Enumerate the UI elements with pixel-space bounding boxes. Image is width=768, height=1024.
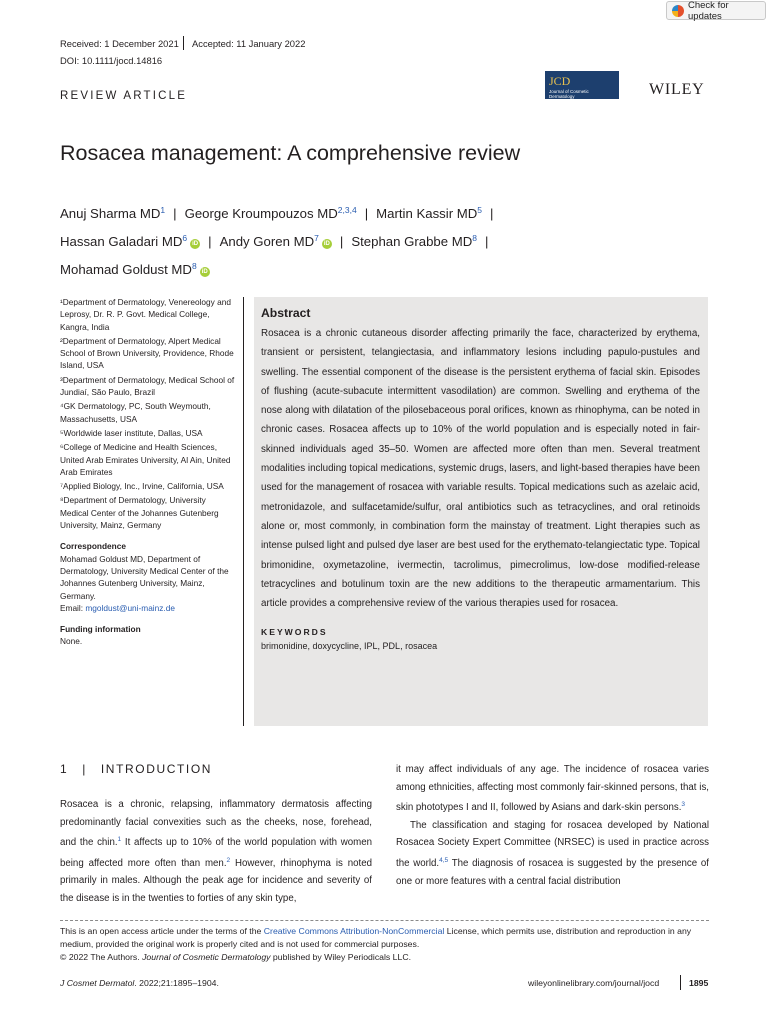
author-affil-ref[interactable]: 1 [160, 205, 166, 215]
affiliation: ⁵Worldwide laser institute, Dallas, USA [60, 427, 203, 438]
reference-link[interactable]: 3 [681, 801, 686, 809]
correspondence-text: Mohamad Goldust MD, Department of Dermatology, University Medical Center of the Johannes Gutenberg University, Mainz, Germany. Email: mgoldust@uni-mainz.de [60, 553, 229, 613]
copyright: © 2022 The Authors. Journal of Cosmetic Dermatology published by Wiley Periodicals LLC. [60, 952, 412, 963]
author-name[interactable]: George Kroumpouzos MD [184, 206, 338, 221]
author-affil-ref[interactable]: 2,3,4 [337, 205, 357, 215]
abstract-box [254, 297, 708, 726]
meta-divider [183, 36, 184, 50]
affiliation: ⁶College of Medicine and Health Sciences, United Arab Emirates University, Al Ain, United Arab Emirates [60, 442, 231, 477]
author-affil-ref[interactable]: 8 [472, 233, 478, 243]
abstract-text: Rosacea is a chronic cutaneous disorder affecting primarily the face, characterized by erythema, transient or persistent, telangiectasia, and inflammatory lesions including papulo-pustules and swelling. The essential component of the disease is the persistent erythema of facial skin. Episodes of flushing (acute-subacute intermittent vasodilation) are common. Swelling and erythema of the nose along with dilatation of the pilosebaceous poral orifices, known as rhinophyma, can be noted in chronic cases. Rosacea affects up to 10% of the world population and is especially noted in fair-skinned individuals aged 35–50. Women are affected more often than men. Several treatment modalities including topical medications, systemic drugs, lasers, and light-based therapies have been used for the management of rosacea with variable results. Topical medications such as azelaic acid, metronidazole, and sulfacetamide/sulfur, oral antibiotics such as tetracyclines, and oral retinoids alone or, most commonly, in combination form the mainstay of treatment. Light therapies such as intense pulsed light and pulsed dye laser are best used for the erythemato-telangiectatic type. Topical brimonidine, oxymetazoline, ivermectin, tacrolimus, pimecrolimus, low-dose modified-release tetracyclines and botulinum toxin are the new additions to the therapeutic armamentarium. This article provides a comprehensive review of the various therapies used for rosacea. [261, 328, 700, 610]
correspondence-email-link[interactable]: mgoldust@uni-mainz.de [85, 602, 175, 613]
journal-logo[interactable] [545, 71, 619, 99]
orcid-icon[interactable]: iD [201, 269, 208, 275]
journal-url[interactable]: wileyonlinelibrary.com/journal/jocd [528, 978, 660, 988]
author-line-1: Anuj Sharma $MD^1$ | George Kroumpouzos MD$^{2,3,4}$ | Martin Kassir $MD^5$ | [60, 205, 494, 221]
affiliation: ⁸Department of Dermatology, University Medical Center of the Johannes Gutenberg University, Mainz, Germany [60, 495, 219, 531]
crossmark-icon [672, 5, 684, 17]
wiley-logo[interactable]: WILEY [649, 81, 705, 98]
author-line-2: Hassan Galadari $MD^6iD$ | Andy Goren $MD^7iD$ | Stephan Grabbe $MD^8$ | [60, 233, 489, 249]
abstract-heading: Abstract [261, 306, 311, 320]
reference-link[interactable]: 1 [117, 836, 122, 844]
affiliation: ¹Department of Dermatology, Venereology and Leprosy, Dr. R. P. Govt. Medical College, Kangra, India [60, 297, 231, 332]
author-affil-ref[interactable]: 6 [182, 233, 188, 243]
check-for-updates-button[interactable] [666, 1, 766, 20]
page-number: 1895 [689, 978, 709, 988]
affiliation: ⁷Applied Biology, Inc., Irvine, California, USA [60, 481, 224, 492]
author-line-3 [60, 254, 501, 282]
section-heading: 1 | INTRODUCTION [60, 762, 213, 776]
reference-link[interactable]: 4,5 [439, 856, 449, 864]
author-name[interactable]: Andy Goren MD [219, 234, 315, 249]
body-paragraph: it may affect individuals of any age. The incidence of rosacea varies among ethnicities, affecting most commonly fair-skinned persons, that is, skin phototypes I and II, followed by Asians and dark-skin persons.$^3$ [396, 764, 709, 814]
funding-heading: Funding information [60, 624, 141, 635]
author-name[interactable]: Martin Kassir MD [376, 206, 478, 221]
license-link[interactable]: Creative Commons Attribution-NonCommercial [263, 926, 445, 936]
journal-logo-name: Journal of Cosmetic Dermatology [549, 89, 589, 99]
correspondence-heading: Correspondence [60, 541, 126, 552]
affiliation: ²Department of Dermatology, Alpert Medical School of Brown University, Providence, Rhode Island, USA [60, 335, 234, 371]
keywords-heading: KEYWORDS [261, 627, 328, 638]
author-affil-ref[interactable]: 7 [314, 233, 319, 243]
citation: J Cosmet Dermatol. 2022;21:1895–1904. [60, 978, 219, 988]
body-column-left: Rosacea is a chronic, relapsing, inflammatory dermatosis affecting predominantly facial convexities such as the cheeks, nose, forehead, and the chin.$^1$ It affects up to 10% of the world population with women being affected more often than men.$^2$ However, rhinophyma is noted primarily in males. Although the peak age for incidence and severity of the disease is in the twenties to forties of any skin type, [60, 799, 372, 904]
author-name[interactable]: Stephan Grabbe MD [351, 234, 473, 249]
author-name[interactable]: Anuj Sharma MD [60, 206, 161, 221]
received-date: Received: 1 December 2021 [60, 38, 179, 49]
journal-logo-abbr: JCD [549, 74, 571, 88]
affiliation: ³Department of Dermatology, Medical School of Jundiaí, São Paulo, Brazil [60, 374, 235, 398]
orcid-icon[interactable]: iD [192, 241, 199, 247]
section-title: INTRODUCTION [100, 762, 213, 776]
body-paragraph: The classification and staging for rosacea developed by National Rosacea Society Expert Committee (NRSEC) is used in practice across the world.$^{4,5}$ The diagnosis of rosacea is suggested by the presence of one or more features with a central facial distribution [396, 819, 710, 887]
author-name[interactable]: Hassan Galadari MD [60, 234, 183, 249]
doi[interactable]: DOI: 10.1111/jocd.14816 [60, 55, 163, 66]
author-list [60, 198, 501, 282]
affiliation: ⁴GK Dermatology, PC, South Weymouth, Massachusetts, USA [60, 401, 211, 424]
author-affil-ref[interactable]: 8 [191, 261, 197, 271]
license-notice: This is an open access article under the terms of the Creative Commons Attribution-NonCommercial License, which permits use, distribution and reproduction in any medium, provided the original work is properly cited and is not used for commercial purposes. © 2022 The Authors. Journal of Cosmetic Dermatology published by Wiley Periodicals LLC. [60, 925, 710, 965]
author-name[interactable]: Mohamad Goldust MD [60, 262, 192, 277]
keywords: brimonidine, doxycycline, IPL, PDL, rosacea [261, 641, 438, 652]
column-divider [243, 297, 244, 726]
page-number-divider [680, 975, 681, 990]
check-for-updates-label: Check for updates [688, 0, 729, 22]
article-type: REVIEW ARTICLE [60, 90, 188, 102]
article-title: Rosacea management: A comprehensive review [60, 141, 521, 165]
author-affil-ref[interactable]: 5 [477, 205, 482, 215]
footer-divider [60, 920, 709, 921]
body-column-right [396, 761, 709, 890]
orcid-icon[interactable]: iD [323, 241, 330, 247]
section-number: 1 [60, 762, 69, 776]
accepted-date: Accepted: 11 January 2022 [192, 38, 306, 49]
reference-link[interactable]: 2 [226, 856, 231, 864]
funding-text: None. [60, 636, 83, 647]
affiliations [60, 296, 236, 648]
